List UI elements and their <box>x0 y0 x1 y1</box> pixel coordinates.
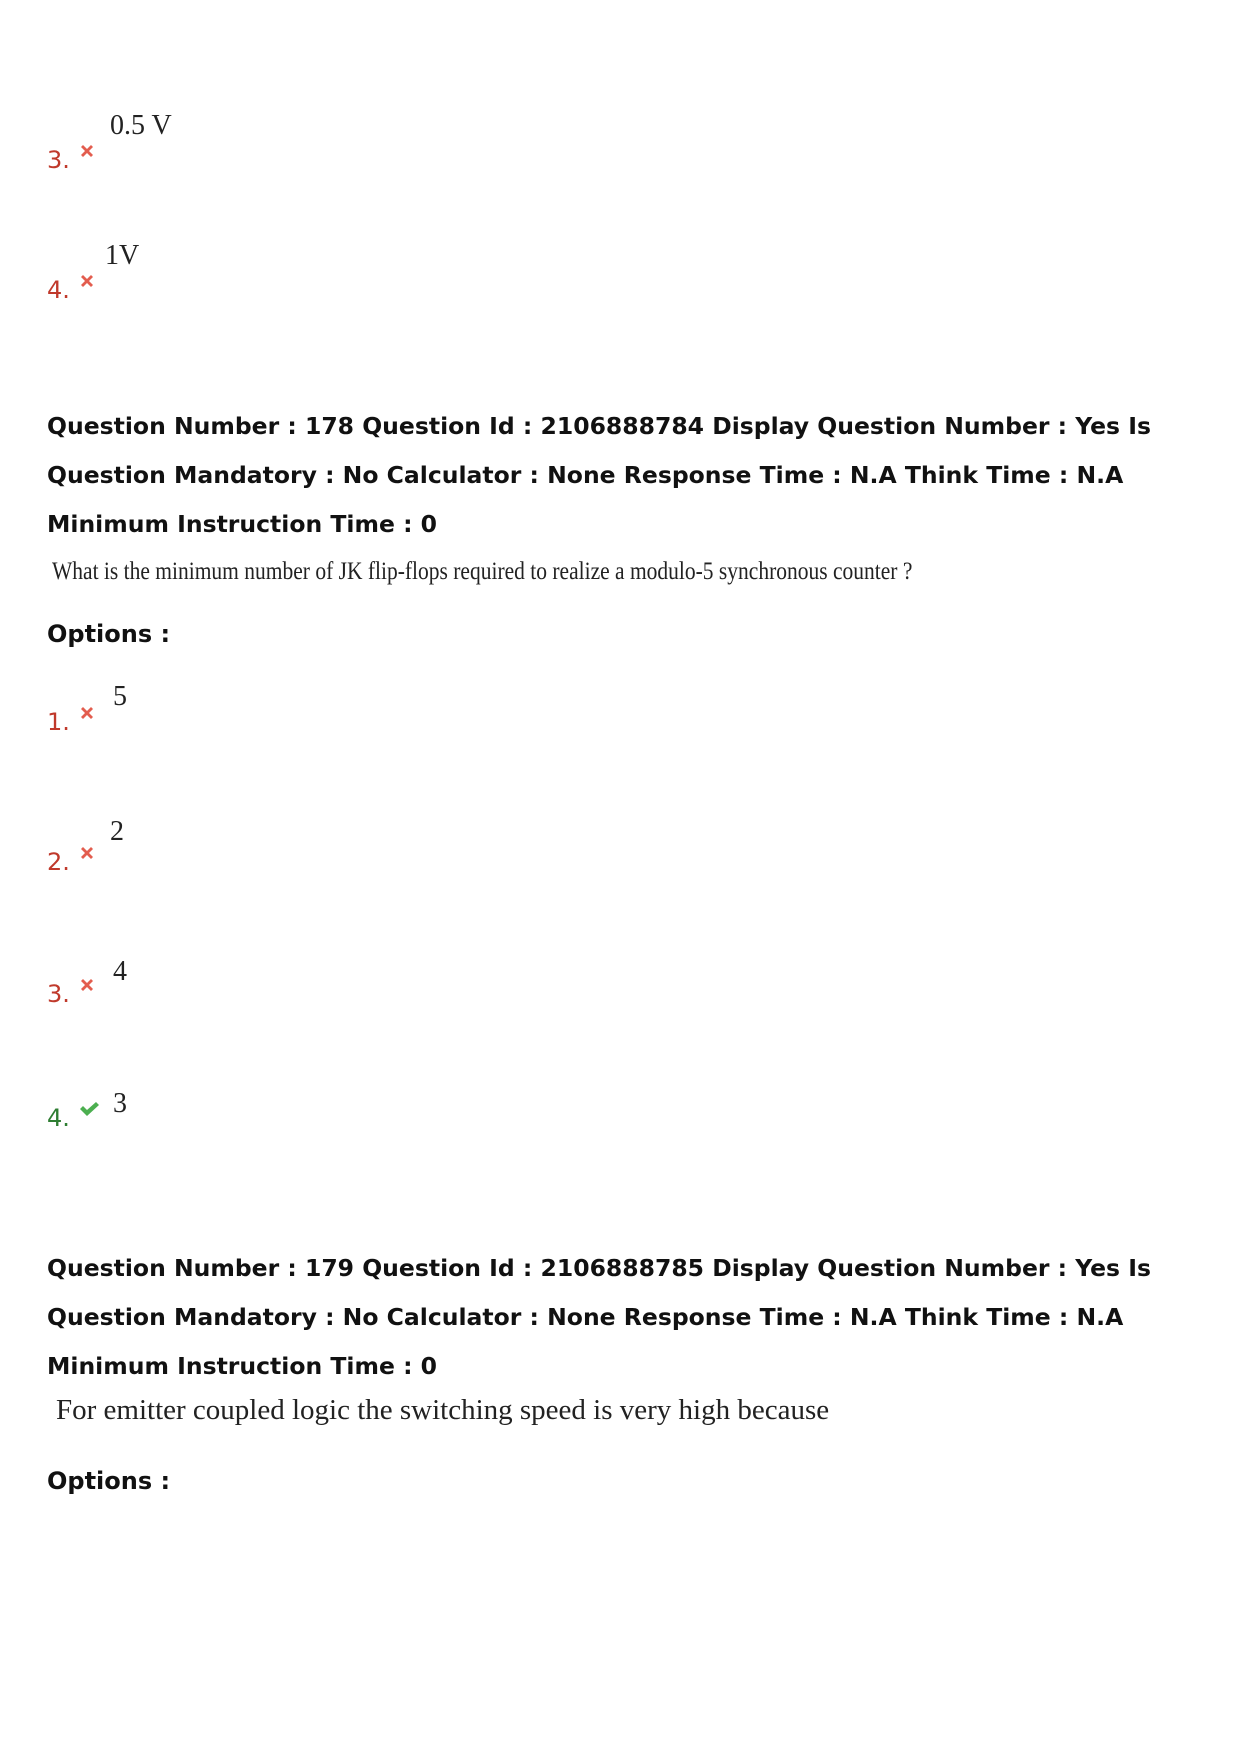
option-number: 3. <box>47 980 70 1008</box>
option-3 <box>47 146 70 174</box>
option-number: 2. <box>47 848 70 876</box>
option-3 <box>47 980 70 1008</box>
cross-icon <box>78 704 96 722</box>
cross-icon <box>78 976 96 994</box>
option-value: 2 <box>110 816 124 847</box>
question-meta: Question Number : 179 Question Id : 2106888785 Display Question Number : Yes Is Question Mandatory : No Calculator : None Response Time : N.A Think Time : N.A Minimum Instruction Time : 0 <box>47 1254 1151 1380</box>
option-value: 5 <box>113 681 127 712</box>
question-meta: Question Number : 178 Question Id : 2106888784 Display Question Number : Yes Is Question Mandatory : No Calculator : None Response Time : N.A Think Time : N.A Minimum Instruction Time : 0 <box>47 412 1151 538</box>
cross-icon <box>78 844 96 862</box>
cross-icon <box>78 272 96 290</box>
option-number: 4. <box>47 276 70 304</box>
option-4 <box>47 276 70 304</box>
question-text: What is the minimum number of JK flip-flops required to realize a modulo-5 synchronous counter ? <box>52 558 913 585</box>
option-1 <box>47 708 70 736</box>
option-4 <box>47 1104 70 1132</box>
option-value: 0.5 V <box>110 110 172 141</box>
option-number: 1. <box>47 708 70 736</box>
options-label: Options : <box>47 620 171 648</box>
option-value: 4 <box>113 956 127 987</box>
option-value: 3 <box>113 1088 127 1119</box>
check-icon <box>78 1100 100 1118</box>
option-number: 4. <box>47 1104 70 1132</box>
option-number: 3. <box>47 146 70 174</box>
option-value: 1V <box>105 240 140 271</box>
cross-icon <box>78 142 96 160</box>
question-text: For emitter coupled logic the switching speed is very high because <box>56 1394 830 1426</box>
option-2 <box>47 848 70 876</box>
options-label: Options : <box>47 1467 171 1495</box>
